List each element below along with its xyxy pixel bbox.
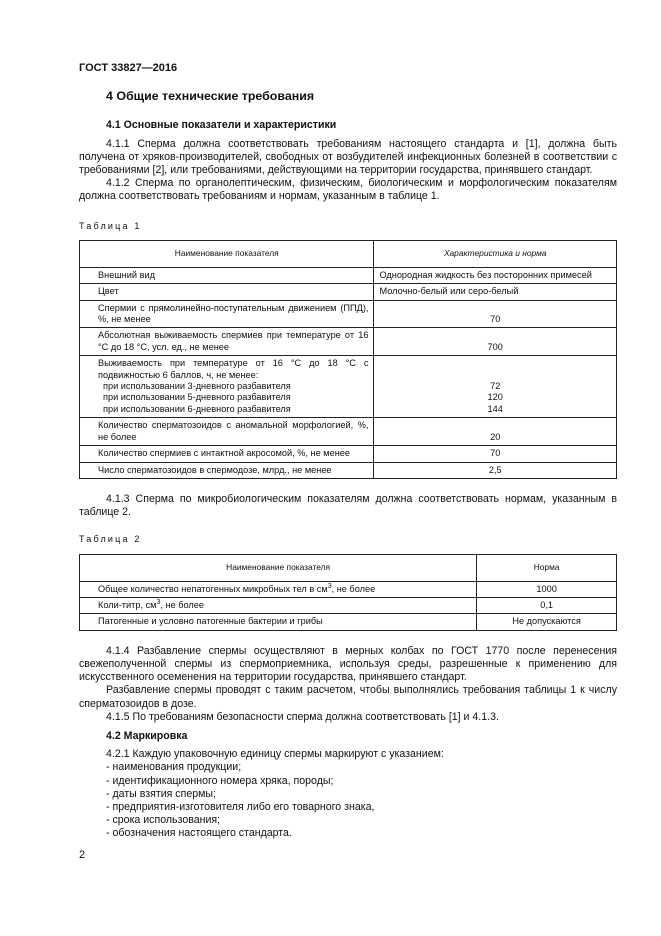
document-header: ГОСТ 33827—2016 xyxy=(79,62,178,74)
table-row: Количество сперматозоидов с аномальной морфологией, %, не более 20 xyxy=(80,418,617,446)
list-item: - обозначения настоящего стандарта. xyxy=(106,827,617,840)
list-item: - идентификационного номера хряка, породы; xyxy=(106,775,617,788)
table-row: Абсолютная выживаемость спермиев при температуре от 16 °С до 18 °С, усл. ед., не менее 700 xyxy=(80,328,617,356)
table-row: Внешний вид Однородная жидкость без посторонних примесей xyxy=(80,267,617,283)
paragraph-4-1-2: 4.1.2 Сперма по органолептическим, физическим, биологическим и морфологическим показателям должна соответствовать требованиям и нормам, указанным в таблице 1. xyxy=(79,177,617,203)
section-4-1-title: 4.1 Основные показатели и характеристики xyxy=(106,119,337,132)
paragraph-4-1-4-cont: Разбавление спермы проводят с таким расчетом, чтобы выполнялись требования таблицы 1 к числу сперматозоидов в дозе. xyxy=(79,684,617,710)
page-number: 2 xyxy=(79,849,86,861)
paragraph-4-1-5: 4.1.5 По требованиям безопасности сперма должна соответствовать [1] и 4.1.3. xyxy=(106,710,499,723)
table-2-header-row xyxy=(80,554,617,581)
table-row: Общее количество непатогенных микробных тел в $см^3$, не более 1000 xyxy=(80,581,617,597)
table-1-col-name: Наименование показателя xyxy=(80,240,374,267)
paragraph-4-1-1: 4.1.1 Сперма должна соответствовать требованиям настоящего стандарта и [1], должна быть получена от хряков-производителей, свободных от возбудителей инфекционных болезней в соответствии с требованиями [2], или требованиями, действующими на территории государства, принявшего стандарт. xyxy=(79,137,617,177)
section-4-2-title: 4.2 Маркировка xyxy=(106,729,188,742)
table-1-header-row xyxy=(80,240,617,267)
marking-list xyxy=(106,761,617,840)
table-2-col-name: Наименование показателя xyxy=(80,554,477,581)
table-1-col-value: Характеристика и норма xyxy=(374,240,617,267)
paragraph-4-1-4: 4.1.4 Разбавление спермы осуществляют в мерных колбах по ГОСТ 1770 после перенесения свежеполученной спермы из спермоприемника, используя среды, разрешенные к применению для искусственного осеменения на территории государства, принявшего стандарт. xyxy=(79,644,617,684)
section-4-title: 4 Общие технические требования xyxy=(106,89,315,104)
table-row: Спермии с прямолинейно-поступательным движением (ППД), %, не менее 70 xyxy=(80,300,617,328)
paragraph-4-1-3: 4.1.3 Сперма по микробиологическим показателям должна соответствовать нормам, указанным в таблице 2. xyxy=(79,492,617,519)
list-item: - наименования продукции; xyxy=(106,761,617,774)
table-1 xyxy=(79,240,617,479)
table-2-col-value: Норма xyxy=(477,554,617,581)
list-item: - предприятия-изготовителя либо его товарного знака, xyxy=(106,801,617,814)
table-row: Патогенные и условно патогенные бактерии и грибы Не допускаются xyxy=(80,614,617,630)
table-row: Выживаемость при температуре от 16 °С до 18 °С с подвижностью 6 баллов, ч, не менее: при использовании 3-дневного разбавителя при использовании 5-дневного разбавителя при использовании 6-дневного разбавителя 72 120 144 xyxy=(80,356,617,418)
paragraph-4-2-1: 4.2.1 Каждую упаковочную единицу спермы маркируют с указанием: xyxy=(106,748,444,761)
table-2-caption: Таблица 2 xyxy=(79,534,142,545)
table-row: Число сперматозоидов в спермодозе, млрд., не менее 2,5 xyxy=(80,462,617,478)
table-2 xyxy=(79,554,617,631)
table-row: Коли-титр, $см^3$, не более 0,1 xyxy=(80,597,617,613)
table-1-caption: Таблица 1 xyxy=(79,220,142,231)
survival-row-label: Выживаемость при температуре от 16 °С до 18 °С с подвижностью 6 баллов, ч, не менее: xyxy=(98,358,369,380)
list-item: - даты взятия спермы; xyxy=(106,788,617,801)
table-row: Цвет Молочно-белый или серо-белый xyxy=(80,284,617,300)
table-row: Количество спермиев с интактной акросомой, %, не менее 70 xyxy=(80,446,617,462)
list-item: - срока использования; xyxy=(106,814,617,827)
